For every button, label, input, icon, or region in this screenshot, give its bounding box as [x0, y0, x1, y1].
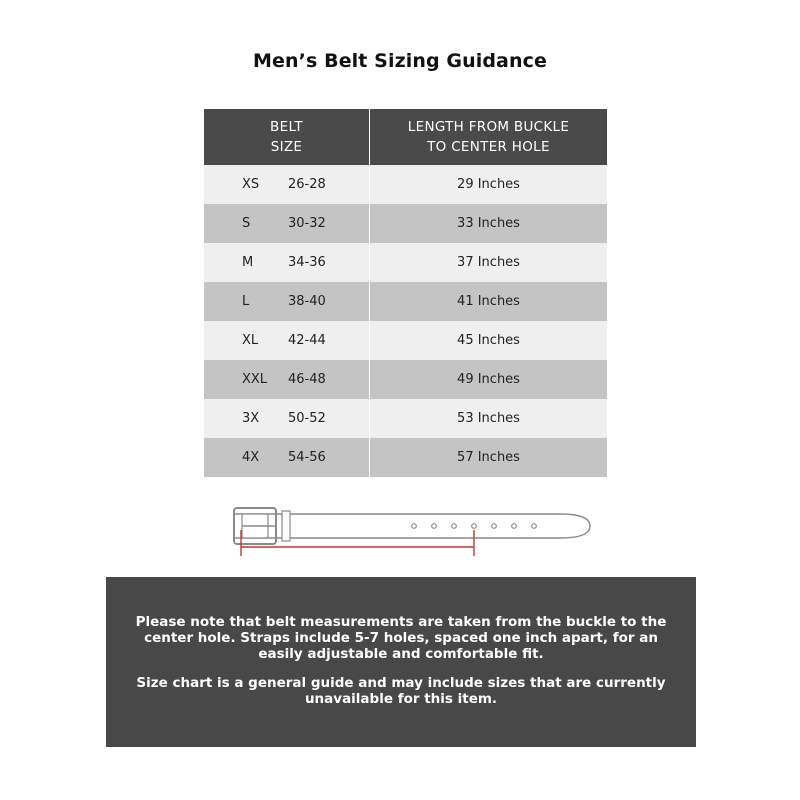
size-code: 3X	[242, 411, 260, 426]
waist-range: 34-36	[288, 255, 326, 270]
table-row	[204, 165, 607, 204]
size-cell	[204, 282, 370, 321]
note-paragraph-measurement: Please note that belt measurements are taken from the buckle to the center hole. Straps include 5-7 holes, spaced one inch apart, for an easily adjustable and comfortable fit.	[135, 614, 667, 662]
waist-range: 26-28	[288, 177, 326, 192]
size-cell	[204, 438, 370, 477]
table-row	[204, 204, 607, 243]
table-row	[204, 438, 607, 477]
size-cell	[204, 399, 370, 438]
length-cell: 57 Inches	[370, 438, 608, 477]
page-title: Men’s Belt Sizing Guidance	[253, 50, 547, 72]
size-code: S	[242, 216, 251, 231]
size-cell	[204, 204, 370, 243]
table-row	[204, 282, 607, 321]
size-code: M	[242, 255, 254, 270]
belt-loop	[282, 511, 290, 541]
note-paragraph-disclaimer: Size chart is a general guide and may include sizes that are currently unavailable for this item.	[136, 675, 666, 707]
size-code: L	[242, 294, 250, 309]
belt-icon	[220, 500, 600, 570]
size-cell	[204, 165, 370, 204]
length-cell: 37 Inches	[370, 243, 608, 282]
table-row	[204, 243, 607, 282]
waist-range: 46-48	[288, 372, 326, 387]
sizing-note-box	[106, 577, 696, 747]
belt-size-table	[204, 109, 607, 477]
size-cell	[204, 321, 370, 360]
length-cell: 49 Inches	[370, 360, 608, 399]
waist-range: 54-56	[288, 450, 326, 465]
size-cell	[204, 360, 370, 399]
table-header-row	[204, 109, 607, 165]
table-row	[204, 321, 607, 360]
header-belt-size: BELT SIZE	[204, 109, 370, 165]
size-code: XL	[242, 333, 259, 348]
size-code: XS	[242, 177, 260, 192]
table-row	[204, 399, 607, 438]
size-code: 4X	[242, 450, 260, 465]
header-length: LENGTH FROM BUCKLE TO CENTER HOLE	[370, 109, 608, 165]
length-cell: 41 Inches	[370, 282, 608, 321]
waist-range: 50-52	[288, 411, 326, 426]
length-cell: 29 Inches	[370, 165, 608, 204]
length-cell: 53 Inches	[370, 399, 608, 438]
length-cell: 33 Inches	[370, 204, 608, 243]
waist-range: 30-32	[288, 216, 326, 231]
size-code: XXL	[242, 372, 268, 387]
belt-illustration	[220, 500, 600, 570]
waist-range: 42-44	[288, 333, 326, 348]
table-row	[204, 360, 607, 399]
size-cell	[204, 243, 370, 282]
waist-range: 38-40	[288, 294, 326, 309]
length-cell: 45 Inches	[370, 321, 608, 360]
